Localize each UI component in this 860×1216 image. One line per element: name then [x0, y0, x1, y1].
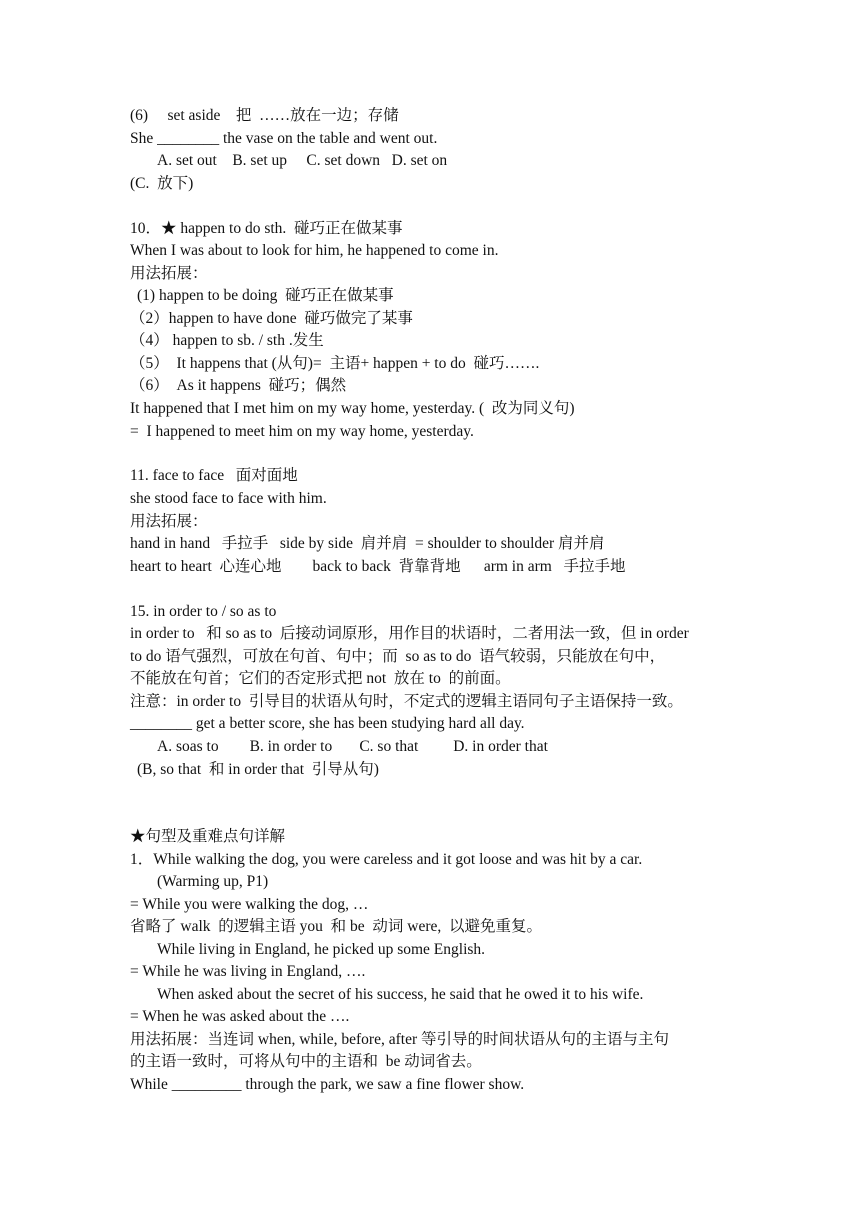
text-line: = While you were walking the dog, … [130, 896, 369, 913]
text-line: When I was about to look for him, he happened to come in. [130, 242, 499, 259]
text-line: It happened that I met him on my way home, yesterday. ( 改为同义句) [130, 400, 575, 417]
text-line: 不能放在句首；它们的否定形式把 not 放在 to 的前面。 [130, 670, 511, 687]
text-line: （5） It happens that (从句)= 主语+ happen + to do 碰巧……. [130, 355, 540, 372]
text-line: (6) set aside 把 ……放在一边；存储 [130, 107, 399, 124]
text-line: 的主语一致时，可将从句中的主语和 be 动词省去。 [130, 1053, 482, 1070]
text-line: heart to heart 心连心地 back to back 背靠背地 arm in arm 手拉手地 [130, 558, 626, 575]
text-line: When asked about the secret of his success, he said that he owed it to his wife. [157, 986, 644, 1003]
text-line: 省略了 walk 的逻辑主语 you 和 be 动词 were, 以避免重复。 [130, 918, 543, 935]
text-line: 用法拓展：当连词 when, while, before, after 等引导的时间状语从句的主语与主句 [130, 1031, 669, 1048]
text-line: in order to 和 so as to 后接动词原形，用作目的状语时，二者用法一致，但 in order [130, 625, 689, 642]
text-line: = While he was living in England, …. [130, 963, 366, 980]
text-line: (C. 放下) [130, 175, 194, 192]
text-line: While living in England, he picked up some English. [157, 941, 486, 958]
text-line: A. soas to B. in order to C. so that D. in order that [157, 738, 548, 755]
text-line: (1) happen to be doing 碰巧正在做某事 [137, 287, 394, 304]
text-line: hand in hand 手拉手 side by side 肩并肩 = shoulder to shoulder 肩并肩 [130, 535, 605, 552]
text-line: 1．While walking the dog, you were careless and it got loose and was hit by a car. [130, 851, 643, 868]
section-heading: ★句型及重难点句详解 [130, 828, 286, 845]
text-line: A. set out B. set up C. set down D. set on [157, 152, 448, 169]
text-line: (Warming up, P1) [157, 873, 269, 890]
text-line: 用法拓展： [130, 513, 208, 530]
text-line: （6） As it happens 碰巧；偶然 [130, 377, 347, 394]
text-line: 10．★ happen to do sth. 碰巧正在做某事 [130, 220, 403, 237]
text-line: （4） happen to sb. / sth .发生 [130, 332, 324, 349]
text-line: She ________ the vase on the table and went out. [130, 130, 438, 147]
text-line: While _________ through the park, we saw a fine flower show. [130, 1076, 525, 1093]
text-line: (B, so that 和 in order that 引导从句) [137, 761, 379, 778]
text-line: = I happened to meet him on my way home, yesterday. [130, 423, 474, 440]
text-line: 用法拓展： [130, 265, 208, 282]
text-line: = When he was asked about the …. [130, 1008, 350, 1025]
text-line: （2）happen to have done 碰巧做完了某事 [130, 310, 413, 327]
text-line: she stood face to face with him. [130, 490, 327, 507]
text-line: 注意：in order to 引导目的状语从句时，不定式的逻辑主语同句子主语保持一致。 [130, 693, 683, 710]
text-line: 15. in order to / so as to [130, 603, 277, 620]
text-line: ________ get a better score, she has been studying hard all day. [130, 715, 525, 732]
text-line: 11. face to face 面对面地 [130, 467, 298, 484]
text-line: to do 语气强烈，可放在句首、句中；而 so as to do 语气较弱，只能放在句中， [130, 648, 666, 665]
